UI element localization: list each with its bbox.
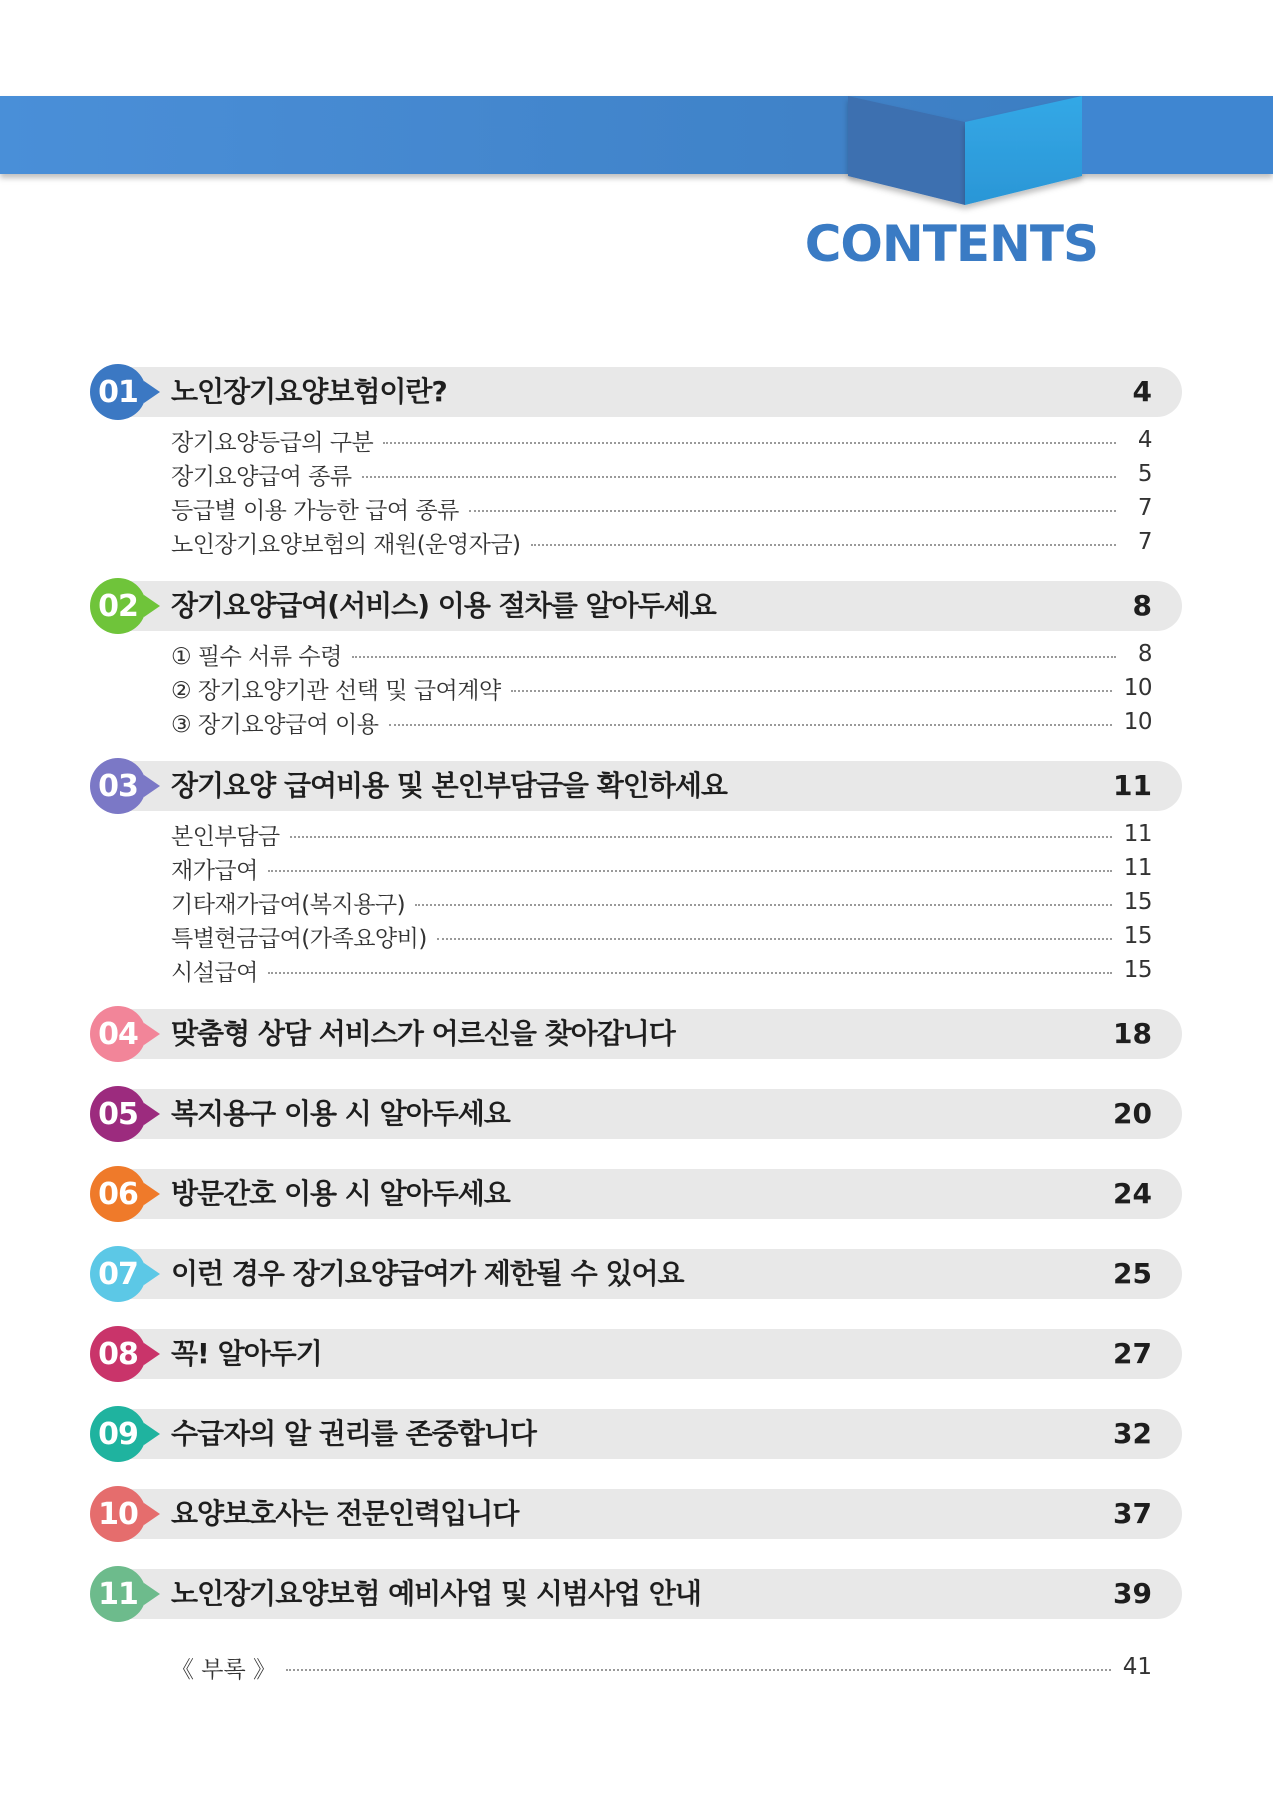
section-page-number: 20	[1113, 1097, 1152, 1130]
section-title: 장기요양급여(서비스) 이용 절차를 알아두세요	[171, 589, 716, 622]
toc-section-03	[90, 761, 1182, 987]
section-page-number: 27	[1113, 1337, 1152, 1370]
appendix-page: 41	[1122, 1654, 1152, 1680]
toc-section-10	[90, 1489, 1182, 1539]
section-number-badge: 05	[90, 1086, 146, 1142]
subsection-item[interactable]	[171, 851, 1152, 885]
toc-section-row[interactable]	[90, 761, 1182, 811]
toc-section-row[interactable]	[90, 1409, 1182, 1459]
subsection-item[interactable]	[171, 491, 1152, 525]
subsection-item[interactable]	[171, 817, 1152, 851]
subsection-page-number: 4	[1137, 427, 1152, 453]
dot-leader	[268, 972, 1112, 974]
section-page-number: 24	[1113, 1177, 1152, 1210]
section-number-badge: 10	[90, 1486, 146, 1542]
toc-section-row[interactable]	[90, 1089, 1182, 1139]
toc-section-02	[90, 581, 1182, 739]
subsection-page-number: 10	[1123, 709, 1152, 735]
subsection-label: 장기요양등급의 구분	[171, 429, 374, 456]
section-number-badge: 02	[90, 578, 146, 634]
section-page-number: 4	[1132, 375, 1152, 408]
section-page-number: 18	[1113, 1017, 1152, 1050]
subsection-item[interactable]	[171, 705, 1152, 739]
subsection-page-number: 15	[1123, 889, 1152, 915]
toc-section-row[interactable]	[90, 1249, 1182, 1299]
section-title: 노인장기요양보험 예비사업 및 시범사업 안내	[171, 1577, 701, 1610]
page-title: CONTENTS	[804, 215, 1098, 273]
toc-section-row[interactable]	[90, 1009, 1182, 1059]
section-page-number: 39	[1113, 1577, 1152, 1610]
section-title: 복지용구 이용 시 알아두세요	[171, 1097, 510, 1130]
section-title: 장기요양 급여비용 및 본인부담금을 확인하세요	[171, 769, 727, 802]
toc-section-04	[90, 1009, 1182, 1059]
section-page-number: 37	[1113, 1497, 1152, 1530]
subsection-item[interactable]	[171, 525, 1152, 559]
section-page-number: 32	[1113, 1417, 1152, 1450]
section-title: 방문간호 이용 시 알아두세요	[171, 1177, 510, 1210]
subsection-label: ② 장기요양기관 선택 및 급여계약	[171, 677, 501, 704]
dot-leader	[362, 476, 1116, 478]
section-number-badge: 01	[90, 364, 146, 420]
section-page-number: 11	[1113, 769, 1152, 802]
dot-leader	[383, 442, 1116, 444]
subsection-page-number: 8	[1137, 641, 1152, 667]
toc-section-07	[90, 1249, 1182, 1299]
subsection-label: 장기요양급여 종류	[171, 463, 352, 490]
subsection-list	[171, 423, 1182, 559]
toc-section-row[interactable]	[90, 367, 1182, 417]
section-number-badge: 09	[90, 1406, 146, 1462]
dot-leader	[415, 904, 1112, 906]
section-number-badge: 06	[90, 1166, 146, 1222]
section-page-number: 25	[1113, 1257, 1152, 1290]
subsection-page-number: 7	[1137, 529, 1152, 555]
toc-section-11	[90, 1569, 1182, 1619]
toc-section-01	[90, 367, 1182, 559]
toc-section-09	[90, 1409, 1182, 1459]
section-page-number: 8	[1132, 589, 1152, 622]
toc-section-row[interactable]	[90, 581, 1182, 631]
toc-section-row[interactable]	[90, 1169, 1182, 1219]
toc-section-row[interactable]	[90, 1329, 1182, 1379]
subsection-page-number: 15	[1123, 957, 1152, 983]
subsection-label: 특별현금급여(가족요양비)	[171, 925, 427, 952]
dot-leader	[290, 836, 1112, 838]
subsection-page-number: 15	[1123, 923, 1152, 949]
subsection-item[interactable]	[171, 953, 1152, 987]
section-number-badge: 07	[90, 1246, 146, 1302]
subsection-page-number: 7	[1137, 495, 1152, 521]
section-title: 맞춤형 상담 서비스가 어르신을 찾아갑니다	[171, 1017, 675, 1050]
subsection-label: ③ 장기요양급여 이용	[171, 711, 379, 738]
toc-section-05	[90, 1089, 1182, 1139]
subsection-page-number: 10	[1123, 675, 1152, 701]
dot-leader	[531, 544, 1116, 546]
section-title: 꼭! 알아두기	[171, 1337, 322, 1370]
subsection-page-number: 11	[1123, 855, 1152, 881]
toc-section-row[interactable]	[90, 1489, 1182, 1539]
section-title: 요양보호사는 전문인력입니다	[171, 1497, 519, 1530]
dot-leader	[437, 938, 1112, 940]
subsection-item[interactable]	[171, 423, 1152, 457]
subsection-label: 기타재가급여(복지용구)	[171, 891, 406, 918]
subsection-label: 시설급여	[171, 959, 258, 986]
appendix-entry[interactable]	[171, 1650, 1152, 1684]
section-number-badge: 08	[90, 1326, 146, 1382]
dot-leader	[389, 724, 1112, 726]
header-banner	[0, 0, 1273, 220]
subsection-list	[171, 817, 1182, 987]
subsection-item[interactable]	[171, 671, 1152, 705]
subsection-label: ① 필수 서류 수령	[171, 643, 342, 670]
appendix-label: 《 부록 》	[171, 1656, 277, 1683]
toc-section-06	[90, 1169, 1182, 1219]
subsection-page-number: 5	[1137, 461, 1152, 487]
subsection-page-number: 11	[1123, 821, 1152, 847]
subsection-item[interactable]	[171, 919, 1152, 953]
toc-section-row[interactable]	[90, 1569, 1182, 1619]
dot-leader	[352, 656, 1116, 658]
subsection-item[interactable]	[171, 637, 1152, 671]
subsection-list	[171, 637, 1182, 739]
dot-leader	[286, 1669, 1111, 1671]
subsection-label: 등급별 이용 가능한 급여 종류	[171, 497, 459, 524]
dot-leader	[469, 510, 1116, 512]
subsection-label: 노인장기요양보험의 재원(운영자금)	[171, 531, 521, 558]
section-number-badge: 03	[90, 758, 146, 814]
section-title: 노인장기요양보험이란?	[171, 375, 447, 408]
dot-leader	[511, 690, 1112, 692]
subsection-item[interactable]	[171, 885, 1152, 919]
section-title: 이런 경우 장기요양급여가 제한될 수 있어요	[171, 1257, 684, 1290]
section-number-badge: 04	[90, 1006, 146, 1062]
dot-leader	[268, 870, 1112, 872]
toc-section-08	[90, 1329, 1182, 1379]
subsection-label: 본인부담금	[171, 823, 280, 850]
section-title: 수급자의 알 권리를 존중합니다	[171, 1417, 536, 1450]
subsection-label: 재가급여	[171, 857, 258, 884]
subsection-item[interactable]	[171, 457, 1152, 491]
table-of-contents	[90, 367, 1182, 1649]
section-number-badge: 11	[90, 1566, 146, 1622]
